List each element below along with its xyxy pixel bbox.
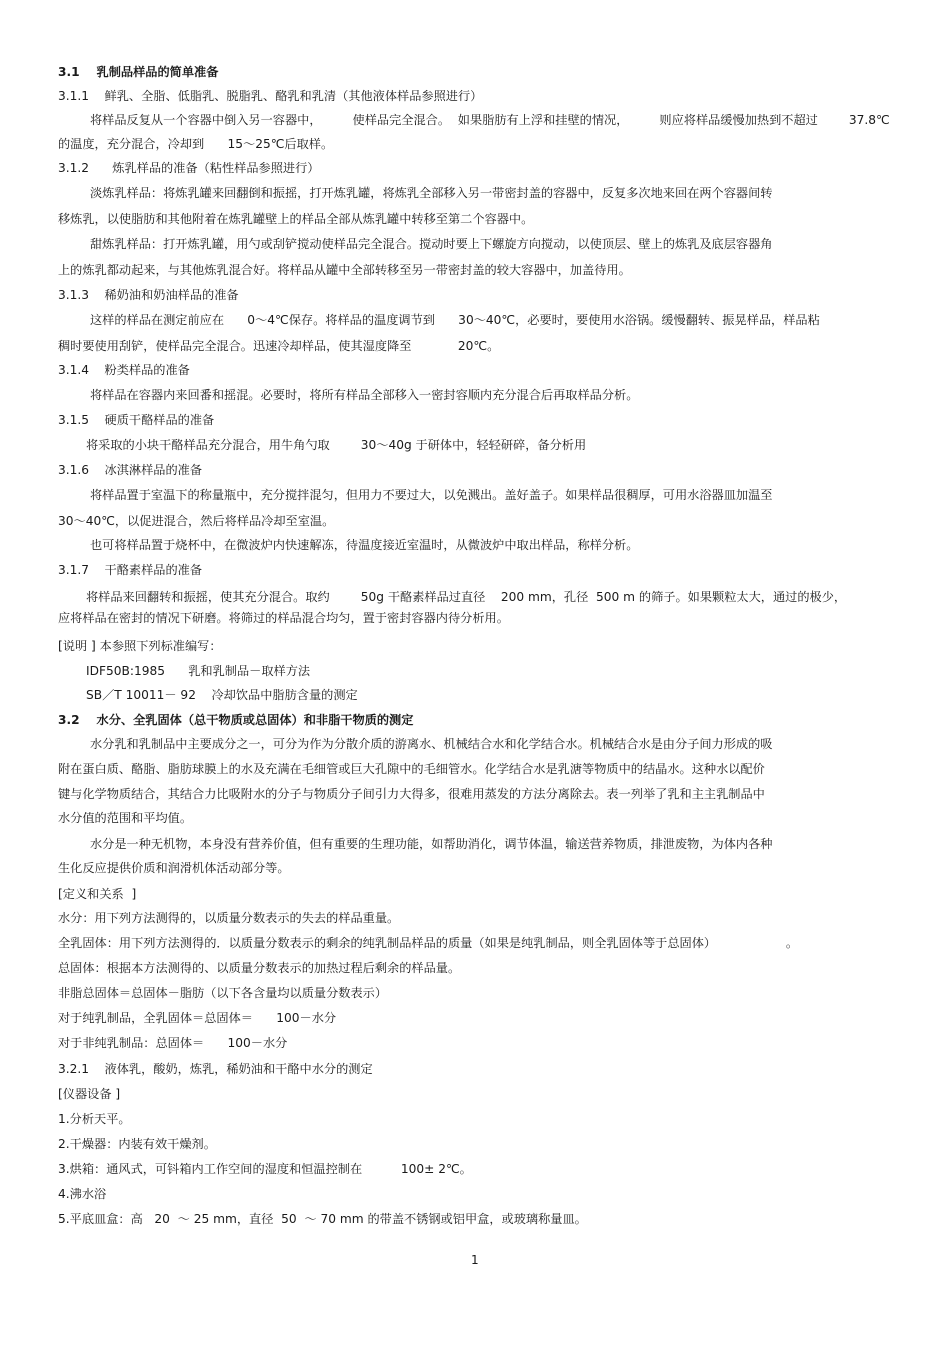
definition-line: 全乳固体：用下列方法测得的．以质量分数表示的剩余的纯乳制品样品的质量（如果是纯乳制品，则全乳固体等于总固体） 。 <box>58 936 799 950</box>
paragraph-line: 应将样品在密封的情况下研磨。将筛过的样品混合均匀，置于密封容器内待分析用。 <box>58 611 509 625</box>
definition-line: 非脂总固体＝总固体－脂肪（以下各含量均以质量分数表示） <box>58 986 388 1000</box>
paragraph-line: 键与化学物质结合，其结合力比吸附水的分子与物质分子间引力大得多，很难用蒸发的方法分离除去。表一列举了乳和主主乳制品中 <box>58 787 765 801</box>
heading-3-1-2: 3.1.2 炼乳样品的准备（粘性样品参照进行） <box>58 161 320 175</box>
equipment-item: 3.烘箱：通风式，可钭箱内工作空间的湿度和恒温控制在 100± 2℃。 <box>58 1162 472 1176</box>
paragraph-line: 将采取的小块干酪样品充分混合，用牛角勺取 30～40g 于研体中，轻轻研碎，备分析用 <box>86 438 587 452</box>
equipment-item: 4.沸水浴 <box>58 1187 107 1201</box>
definition-label: [定义和关系 ] <box>58 887 137 901</box>
page-number: 1 <box>471 1253 479 1267</box>
heading-3-1-1: 3.1.1 鲜乳、全脂、低脂乳、脱脂乳、酪乳和乳清（其他液体样品参照进行） <box>58 89 483 103</box>
paragraph-line: 将样品在容器内来回番和摇混。必要时，将所有样品全部移入一密封容顺内充分混合后再取样品分析。 <box>90 388 639 402</box>
paragraph-line: 淡炼乳样品：将炼乳罐来回翻倒和振摇，打开炼乳罐，将炼乳全部移入另一带密封盖的容器中，反复多次地来回在两个容器间转 <box>90 186 773 200</box>
paragraph-line: 生化反应提供价质和润滑机体活动部分等。 <box>58 861 290 875</box>
heading-3-1: 3.1 乳制品样品的简单准备 <box>58 65 219 79</box>
paragraph-line: 将样品置于室温下的称量瓶中，充分搅拌混匀，但用力不要过大，以免溅出。盖好盖子。如果样品很稠厚，可用水浴器皿加温至 <box>90 488 773 502</box>
paragraph-line: 甜炼乳样品：打开炼乳罐，用勺或刮铲搅动使样品完全混合。搅动时要上下螺旋方向搅动，以使顶层、壁上的炼乳及底层容器角 <box>90 237 773 251</box>
equipment-item: 2.干燥器：内装有效干燥剂。 <box>58 1137 216 1151</box>
paragraph-line: 水分值的范围和平均值。 <box>58 811 193 825</box>
reference-line: IDF50B:1985 乳和乳制品－取样方法 <box>86 664 311 678</box>
paragraph-line: 水分是一种无机物，本身没有营养价值，但有重要的生理功能，如帮助消化，调节体温，输送营养物质，排泄废物，为体内各种 <box>90 837 773 851</box>
equipment-label: [仪器设备 ] <box>58 1087 121 1101</box>
paragraph-line: 水分乳和乳制品中主要成分之一，可分为作为分散介质的游离水、机械结合水和化学结合水。机械结合水是由分子间力形成的吸 <box>90 737 773 751</box>
definition-line: 水分：用下列方法测得的，以质量分数表示的失去的样品重量。 <box>58 911 400 925</box>
paragraph-line: 移炼乳，以使脂肪和其他附着在炼乳罐壁上的样品全部从炼乳罐中转移至第二个容器中。 <box>58 212 534 226</box>
heading-3-1-6: 3.1.6 冰淇淋样品的准备 <box>58 463 203 477</box>
heading-3-1-7: 3.1.7 干酪素样品的准备 <box>58 563 203 577</box>
paragraph-line: 的温度，充分混合，冷却到 15～25℃后取样。 <box>58 137 334 151</box>
reference-line: SB／T 10011－ 92 冷却饮品中脂肪含量的测定 <box>86 688 358 702</box>
heading-3-1-5: 3.1.5 硬质干酪样品的准备 <box>58 413 215 427</box>
paragraph-line: 这样的样品在测定前应在 0～4℃保存。将样品的温度调节到 30～40℃，必要时，要使用水浴锅。缓慢翻转、振晃样品，样品粘 <box>90 313 820 327</box>
heading-3-2: 3.2 水分、全乳固体（总干物质或总固体）和非脂干物质的测定 <box>58 713 414 727</box>
heading-3-2-1: 3.2.1 液体乳，酸奶，炼乳，稀奶油和干酪中水分的测定 <box>58 1062 373 1076</box>
equipment-item: 5.平底皿盒：高 20 ～ 25 mm，直径 50 ～ 70 mm 的带盖不锈钢或铝甲盒，或玻璃称量皿。 <box>58 1212 587 1226</box>
definition-line: 对于纯乳制品，全乳固体＝总固体＝ 100－水分 <box>58 1011 337 1025</box>
paragraph-line: 也可将样品置于烧杯中，在微波炉内快速解冻，待温度接近室温时，从微波炉中取出样品，称样分析。 <box>90 538 639 552</box>
paragraph-line: 附在蛋白质、酪脂、脂肪球膜上的水及充满在毛细管或巨大孔隙中的毛细管水。化学结合水是乳溏等物质中的结晶水。这种水以配价 <box>58 762 765 776</box>
note-label: [说明 ] 本参照下列标准编写： <box>58 639 222 653</box>
paragraph-line: 上的炼乳都动起来，与其他炼乳混合好。将样品从罐中全部转移至另一带密封盖的较大容器中，加盖待用。 <box>58 263 631 277</box>
paragraph-line: 将样品反复从一个容器中倒入另一容器中， 使样品完全混合。 如果脂肪有上浮和挂壁的情况， 则应将样品缓慢加热到不超过 37.8℃ <box>90 113 890 127</box>
paragraph-line: 将样品来回翻转和振摇，使其充分混合。取约 50g 干酪素样品过直径 200 mm，孔径 500 m 的筛子。如果颗粒太大，通过的极少， <box>86 590 847 604</box>
paragraph-line: 稠时要使用刮铲，使样品完全混合。迅速冷却样品，使其湿度降至 20℃。 <box>58 339 500 353</box>
heading-3-1-3: 3.1.3 稀奶油和奶油样品的准备 <box>58 288 239 302</box>
paragraph-line: 30～40℃，以促进混合，然后将样品冷却至室温。 <box>58 514 335 528</box>
definition-line: 对于非纯乳制品：总固体＝ 100－水分 <box>58 1036 288 1050</box>
equipment-item: 1.分析天平。 <box>58 1112 131 1126</box>
definition-line: 总固体：根据本方法测得的、以质量分数表示的加热过程后剩余的样品量。 <box>58 961 461 975</box>
heading-3-1-4: 3.1.4 粉类样品的准备 <box>58 363 190 377</box>
